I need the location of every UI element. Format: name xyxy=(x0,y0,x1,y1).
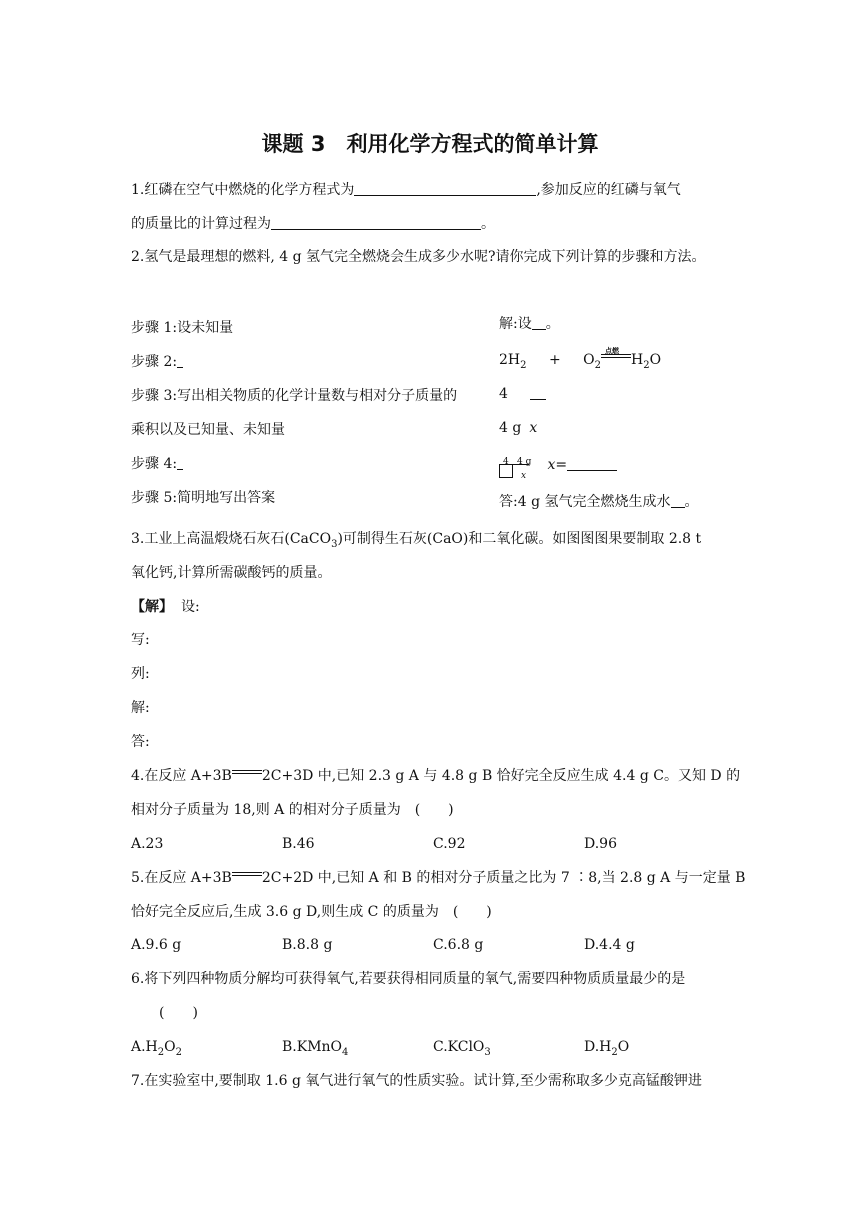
eq-rhs-sub: 2 xyxy=(643,359,650,371)
q6-a-text: A.H xyxy=(131,1039,158,1055)
q4-option-c[interactable]: C.92 xyxy=(433,836,466,852)
q6-a-o: O xyxy=(164,1039,176,1055)
q6-line2: ( ) xyxy=(159,1005,198,1021)
q6-option-a[interactable] xyxy=(131,1037,182,1063)
eq-reaction-arrow xyxy=(601,346,631,363)
q3-sol-label: 【解】 xyxy=(131,599,173,615)
q4-option-b[interactable]: B.46 xyxy=(282,836,315,852)
q6-d-o: O xyxy=(617,1039,630,1055)
q3-text-a: 3.工业上高温煅烧石灰石(CaCO xyxy=(131,531,332,547)
q3-sol-set: 设: xyxy=(181,599,200,615)
q1-line1 xyxy=(131,180,681,200)
q4-text-b: 2C+3D 中,已知 2.3 g A 与 4.8 g B 恰好完全反应生成 4.4 g C。又知 D 的 xyxy=(261,768,741,784)
q6-d-text: D.H xyxy=(584,1039,612,1055)
q2-solution-set xyxy=(499,314,560,334)
eq-rhs-h: H xyxy=(631,352,644,368)
q6-b-sub: 4 xyxy=(342,1046,349,1058)
q7-line1: 7.在实验室中,要制取 1.6 g 氧气进行氧气的性质实验。试计算,至少需称取多少克高锰酸钾进 xyxy=(131,1073,702,1089)
q2-sol-text: 解:设 xyxy=(499,316,532,332)
eq-o-sub: 2 xyxy=(594,359,601,371)
q5-text-a: 5.在反应 A+3B xyxy=(131,870,232,886)
q2-answer-blank[interactable] xyxy=(671,492,685,508)
q2-step-2-label: 步骤 2: xyxy=(131,354,178,370)
q3-sub: 3 xyxy=(331,538,338,550)
q3-answer: 答: xyxy=(131,734,150,750)
q1-blank-equation[interactable] xyxy=(354,180,536,196)
q2-equation xyxy=(499,346,662,376)
eq-o: O xyxy=(583,352,595,368)
q5-line1 xyxy=(131,868,745,888)
frac-bottom: x xyxy=(521,471,527,481)
eq-plus: + xyxy=(548,352,561,368)
eq-rhs-o: O xyxy=(649,352,662,368)
q5-option-a[interactable]: A.9.6 g xyxy=(131,937,182,953)
frac-top-left: 4 xyxy=(503,457,509,467)
q5-reaction-arrow xyxy=(232,869,262,881)
q2-answer xyxy=(499,492,699,512)
q3-write: 写: xyxy=(131,632,150,648)
q6-line1: 6.将下列四种物质分解均可获得氧气,若要获得相同质量的氧气,需要四种物质质量最少的是 xyxy=(131,971,686,987)
q2-step-3-cont: 乘积以及已知量、未知量 xyxy=(131,422,285,438)
q3-solve: 解: xyxy=(131,700,150,716)
q2-question: 2.氢气是最理想的燃料, 4 g 氢气完全燃烧会生成多少水呢?请你完成下列计算的步骤和方法。 xyxy=(131,249,706,265)
q4-line1 xyxy=(131,766,740,786)
q3-list: 列: xyxy=(131,666,150,682)
page-title: 课题 3 利用化学方程式的简单计算 xyxy=(261,132,599,156)
q5-option-b[interactable]: B.8.8 g xyxy=(282,937,333,953)
q2-step-3: 步骤 3:写出相关物质的化学计量数与相对分子质量的 xyxy=(131,388,458,404)
q2-fraction xyxy=(497,452,532,481)
eq-lhs: 2H xyxy=(499,352,521,368)
q3-line1 xyxy=(131,529,701,555)
q2-step-5: 步骤 5:简明地写出答案 xyxy=(131,490,276,506)
q6-a-sub1: 2 xyxy=(157,1046,165,1058)
q2-known-mass: 4 g xyxy=(499,420,522,436)
q6-option-d[interactable] xyxy=(584,1037,629,1063)
q4-reaction-arrow xyxy=(232,767,262,779)
q1-text-a: 1.红磷在空气中燃烧的化学方程式为 xyxy=(131,182,355,198)
frac-top-right: 4 g xyxy=(517,457,532,467)
q2-proportion xyxy=(497,452,617,481)
q2-step-4-label: 步骤 4: xyxy=(131,456,178,472)
q2-step-2-blank[interactable] xyxy=(177,352,183,368)
eq-condition: 点燃 xyxy=(605,346,619,355)
q5-line2: 恰好完全反应后,生成 3.6 g D,则生成 C 的质量为 ( ) xyxy=(131,904,492,920)
q3-solution xyxy=(131,597,200,617)
q6-option-b[interactable] xyxy=(282,1037,348,1063)
q6-c-text: C.KClO xyxy=(433,1039,485,1055)
q6-a-sub2: 2 xyxy=(175,1046,183,1058)
q5-option-c[interactable]: C.6.8 g xyxy=(433,937,484,953)
q1-text-b: ,参加反应的红磷与氧气 xyxy=(536,182,681,198)
frac-blank-box[interactable] xyxy=(499,464,513,478)
q2-step-2 xyxy=(131,352,183,372)
q2-x-eq: x= xyxy=(547,457,568,473)
q1-text-d: 。 xyxy=(481,216,495,232)
q2-row-known xyxy=(499,418,537,438)
q1-blank-ratio[interactable] xyxy=(271,214,481,230)
q6-option-c[interactable] xyxy=(433,1037,491,1063)
q2-row-ratio xyxy=(499,384,546,404)
q6-b-text: B.KMnO xyxy=(282,1039,343,1055)
q3-line2: 氧化钙,计算所需碳酸钙的质量。 xyxy=(131,565,332,581)
eq-lhs-sub: 2 xyxy=(520,359,527,371)
q2-step-4 xyxy=(131,454,183,474)
q2-step-1: 步骤 1:设未知量 xyxy=(131,320,234,336)
q1-text-c: 的质量比的计算过程为 xyxy=(131,216,271,232)
q4-option-a[interactable]: A.23 xyxy=(131,836,164,852)
q1-line2 xyxy=(131,214,495,234)
q5-option-d[interactable]: D.4.4 g xyxy=(584,937,635,953)
q2-sol-blank[interactable] xyxy=(532,314,546,330)
q3-text-b: )可制得生石灰(CaO)和二氧化碳。如图图图果要制取 2.8 t xyxy=(337,531,702,547)
q2-answer-text: 答:4 g 氢气完全燃烧生成水 xyxy=(499,494,671,510)
q2-answer-end: 。 xyxy=(684,494,699,510)
q6-d-sub: 2 xyxy=(611,1046,618,1058)
q2-x-blank[interactable] xyxy=(567,455,617,471)
q2-sol-end: 。 xyxy=(545,316,560,332)
q2-ratio-h2: 4 xyxy=(499,386,508,402)
q4-line2: 相对分子质量为 18,则 A 的相对分子质量为 ( ) xyxy=(131,802,454,818)
q5-text-b: 2C+2D 中,已知 A 和 B 的相对分子质量之比为 7 ∶8,当 2.8 g A 与一定量 B xyxy=(261,870,746,886)
q4-text-a: 4.在反应 A+3B xyxy=(131,768,232,784)
q2-unknown-x: x xyxy=(529,420,538,436)
q2-ratio-blank[interactable] xyxy=(530,384,546,400)
q6-c-sub: 3 xyxy=(484,1046,491,1058)
q4-option-d[interactable]: D.96 xyxy=(584,836,617,852)
q2-step-4-blank[interactable] xyxy=(177,454,183,470)
